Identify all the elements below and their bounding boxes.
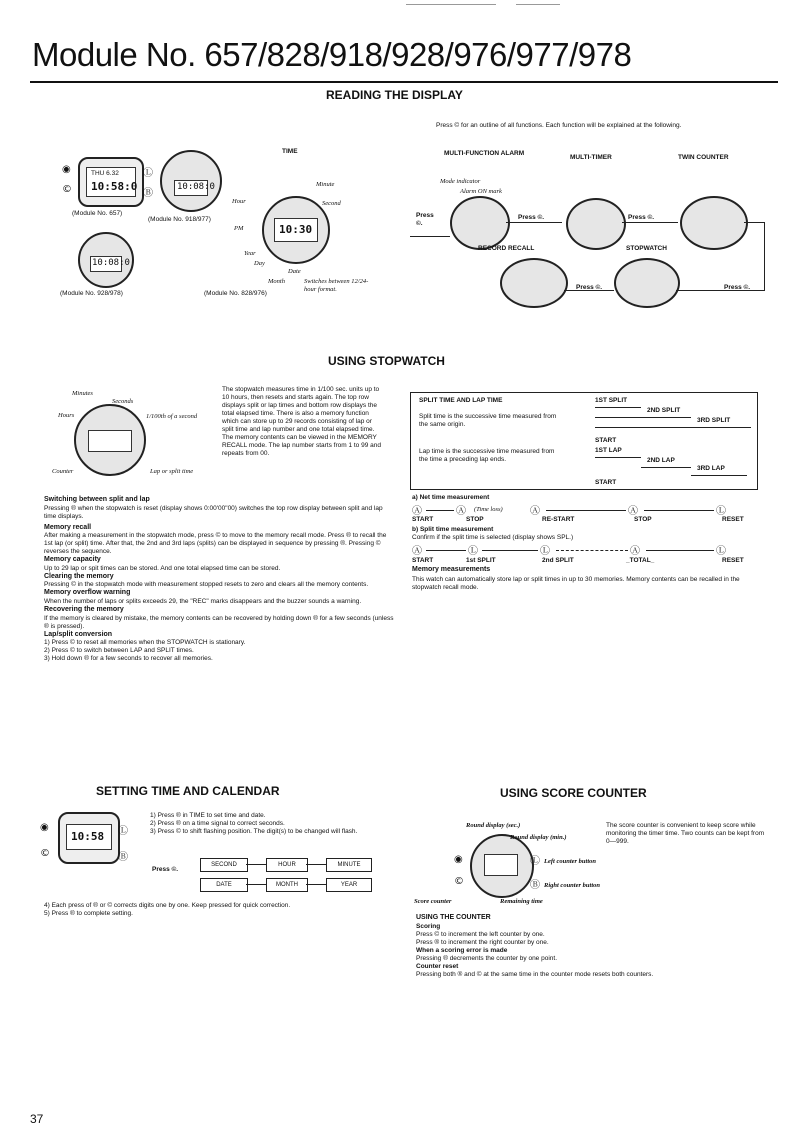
lbl-alarm-on: Alarm ON mark	[460, 188, 502, 195]
lbl-right-counter: Right counter button	[544, 882, 600, 889]
lbl-year: Year	[244, 250, 256, 257]
setting-step-3: 3) Press © to shift flashing position. The digit(s) to be changed will flash.	[150, 828, 358, 835]
lcd-918: 10:08:0	[177, 182, 215, 192]
net-a2-icon: Ⓐ	[456, 506, 466, 517]
watch-recall	[500, 258, 568, 308]
score-a-icon: ◉	[454, 854, 463, 865]
label-module-657: (Module No. 657)	[72, 210, 123, 217]
label-record-recall: RECORD RECALL	[478, 245, 535, 252]
split-a2-icon: Ⓐ	[630, 546, 640, 557]
flow-return	[744, 222, 765, 291]
lbl-round-min: Round display (min.)	[510, 834, 567, 841]
lbl-pm: PM	[234, 225, 244, 232]
h-reset: Counter reset	[416, 962, 459, 970]
lbl-mode-indicator: Mode indicator	[440, 178, 481, 185]
lbl-hours: Hours	[58, 412, 75, 419]
setting-step-5: 5) Press ® to complete setting.	[44, 910, 133, 917]
split-l1-icon: Ⓛ	[468, 546, 478, 557]
lbl-month: Month	[268, 278, 285, 285]
box-year: YEAR	[326, 878, 372, 892]
setting-press-c: Press ©.	[152, 866, 179, 873]
net-restart: RE-START	[542, 516, 575, 523]
btn-657-a-icon: ◉	[62, 164, 71, 175]
p-recall: After making a measurement in the stopwatch mode, press © to move to the memory recall mode. Press ® to recall the 1st lap (or split) time. After that, the 2nd and 3rd laps (splits) can be displayed in sequence by pressing ®. Pressing © reverses the sequence.	[44, 532, 387, 556]
split-a1-icon: Ⓐ	[412, 546, 422, 557]
split-2: 2ND SPLIT	[647, 407, 681, 414]
watch-score-screen	[484, 854, 518, 876]
h-using-counter: USING THE COUNTER	[416, 914, 491, 921]
split-flow-arrow-3	[556, 550, 628, 552]
flow-arrow-3	[622, 222, 678, 223]
box-month: MONTH	[266, 878, 308, 892]
split-1: 1ST SPLIT	[595, 397, 628, 404]
col-twin: TWIN COUNTER	[678, 154, 729, 161]
watch-setting	[58, 812, 120, 864]
split-lap-box	[410, 392, 758, 490]
box-date: DATE	[200, 878, 248, 892]
lap-arrow-3	[691, 475, 747, 476]
watch-828	[262, 196, 330, 264]
p-reset: Pressing both ® and © at the same time in the counter mode resets both counters.	[416, 970, 654, 978]
stopwatch-intro: The stopwatch measures time in 1/100 sec. units up to 10 hours, then resets and starts again. The top row displays split or lap times and bottom row displays the total elapsed time. There is also a memory function which can store up to 29 records consisting of lap or split time and lap number and one total elapsed time. The memory contents can be viewed in the MEMORY RECALL mode. The lap number starts from 1 to 99 and repeats from 00.	[222, 386, 381, 457]
col-multi: MULTI-FUNCTION ALARM	[444, 150, 525, 157]
label-module-928: (Module No. 928/978)	[60, 290, 123, 297]
label-stopwatch-mode: STOPWATCH	[626, 245, 667, 252]
p-error: Pressing ® decrements the counter by one point.	[416, 954, 558, 962]
watch-alarm	[450, 196, 510, 250]
press-c-5: Press ©.	[724, 284, 751, 291]
split-l2-icon: Ⓛ	[540, 546, 550, 557]
watch-multitimer	[566, 198, 626, 250]
p-lapsplit-2: 2) Press © to switch between LAP and SPLIT times.	[44, 647, 194, 655]
watch-twin	[680, 196, 748, 250]
p-scoring-2: Press ® to increment the right counter by one.	[416, 938, 549, 946]
start-2: START	[595, 479, 617, 486]
lcd-setting: 10:58	[71, 830, 105, 843]
watch-657	[78, 157, 144, 207]
lbl-round-sec: Round display (sec.)	[466, 822, 521, 829]
split-arrow-1	[595, 407, 641, 408]
h-capacity: Memory capacity	[44, 556, 101, 564]
box-minute: MINUTE	[326, 858, 372, 872]
split-measure-heading: b) Split time measurement	[412, 526, 494, 533]
lcd-828: 10:30	[279, 223, 313, 236]
h-clearing: Clearing the memory	[44, 572, 114, 580]
section-heading-reading: READING THE DISPLAY	[326, 88, 463, 102]
lbl-seconds: Seconds	[112, 398, 134, 405]
split-total: _TOTAL_	[626, 557, 655, 564]
split-start: START	[412, 557, 434, 564]
watch-657-screen	[86, 167, 136, 197]
lcd-928: 10:08:0	[92, 258, 130, 268]
score-intro: The score counter is convenient to keep score while monitoring the timer time. Two counts can be kept from 0—999.	[606, 822, 765, 845]
split-l3-icon: Ⓛ	[716, 546, 726, 557]
split-3: 3RD SPLIT	[697, 417, 731, 424]
lbl-remaining: Remaining time	[500, 898, 543, 905]
setting-btn-b-icon: Ⓑ	[118, 852, 128, 863]
split-2nd: 2nd SPLIT	[542, 557, 574, 564]
net-arrow-1	[426, 510, 454, 511]
btn-657-l-icon: Ⓛ	[143, 168, 153, 179]
watch-setting-screen	[66, 824, 112, 850]
split-arrow-3	[595, 427, 751, 428]
net-stop: STOP	[466, 516, 484, 523]
section-heading-stopwatch: USING STOPWATCH	[328, 354, 445, 368]
memory-heading: Memory measurements	[412, 566, 491, 573]
watch-stopwatch-diagram	[74, 404, 146, 476]
setting-steps	[150, 812, 370, 836]
watch-918	[160, 150, 222, 212]
lap-arrow-2	[641, 467, 691, 468]
lcd-657: 10:58:0	[91, 180, 138, 193]
section-heading-setting: SETTING TIME AND CALENDAR	[96, 784, 280, 798]
flow-arrow-2	[506, 222, 562, 223]
lbl-left-counter: Left counter button	[544, 858, 597, 865]
start-1: START	[595, 437, 617, 444]
score-instructions	[416, 914, 766, 979]
split-arrow-2	[595, 417, 691, 418]
lbl-score-counter: Score counter	[414, 898, 452, 905]
h-recall: Memory recall	[44, 523, 92, 531]
intro-note: Press © for an outline of all functions. Each function will be explained at the following.	[436, 122, 682, 129]
box-hour: HOUR	[266, 858, 308, 872]
lbl-minutes: Minutes	[72, 390, 93, 397]
press-c-2: Press ©.	[518, 214, 545, 221]
lap-3: 3RD LAP	[697, 465, 725, 472]
score-left-btn-icon: Ⓛ	[530, 856, 540, 867]
score-c-icon: ©	[454, 876, 464, 887]
net-reset: RESET	[722, 516, 744, 523]
watch-828-screen	[274, 218, 318, 242]
split-flow-arrow-1	[426, 550, 466, 551]
top-rule-left	[406, 4, 496, 5]
setting-step-2: 2) Press ® on a time signal to correct seconds.	[150, 820, 285, 827]
top-rule-right	[516, 4, 560, 5]
lbl-counter: Counter	[52, 468, 74, 475]
flow-arrow-1	[410, 236, 450, 237]
set-arrow-3	[246, 884, 266, 885]
btn-657-c-icon: ©	[62, 184, 72, 195]
p-clearing: Pressing © in the stopwatch mode with measurement stopped resets to zero and clears all the memory contents.	[44, 581, 369, 589]
time-lost: (Time loss)	[474, 506, 503, 513]
net-start: START	[412, 516, 434, 523]
net-heading: a) Net time measurement	[412, 494, 490, 501]
h-recovering: Recovering the memory	[44, 605, 124, 613]
set-arrow-2	[306, 864, 326, 865]
press-c-3: Press ©.	[628, 214, 655, 221]
lbl-minute: Minute	[316, 181, 335, 188]
lap-2: 2ND LAP	[647, 457, 675, 464]
box-second: SECOND	[200, 858, 248, 872]
lbl-hour: Hour	[232, 198, 246, 205]
p-switching: Pressing ® when the stopwatch is reset (display shows 0:00'00"00) switches the top row display between split and lap time displays.	[44, 504, 383, 520]
h-switching: Switching between split and lap	[44, 496, 150, 503]
setting-btn-a-icon: ◉	[40, 822, 49, 833]
watch-928	[78, 232, 134, 288]
label-module-828: (Module No. 828/976)	[204, 290, 267, 297]
watch-stopwatch	[614, 258, 680, 308]
net-a3-icon: Ⓐ	[530, 506, 540, 517]
box-lap-desc: Lap time is the successive time measured from the time a preceding lap ends.	[419, 448, 555, 463]
lbl-date: Date	[288, 268, 301, 275]
p-recovering: If the memory is cleared by mistake, the memory contents can be recovered by holding down ® for a few seconds (unless ® is pressed).	[44, 614, 394, 630]
h-error: When a scoring error is made	[416, 946, 508, 954]
stopwatch-diagram-screen	[88, 430, 132, 452]
h-scoring: Scoring	[416, 922, 441, 930]
p-scoring-1: Press © to increment the left counter by one.	[416, 930, 545, 938]
net-stop-2: STOP	[634, 516, 652, 523]
net-l-icon: Ⓛ	[716, 506, 726, 517]
setting-step-1: 1) Press ® in TIME to set time and date.	[150, 812, 266, 819]
page-number: 37	[30, 1112, 44, 1126]
net-a4-icon: Ⓐ	[628, 506, 638, 517]
setting-btn-c-icon: ©	[40, 848, 50, 859]
split-reset: RESET	[722, 557, 744, 564]
col-multitimer: MULTI-TIMER	[570, 154, 612, 161]
stopwatch-instructions	[44, 496, 394, 663]
page-title: Module No. 657/828/918/928/976/977/978	[32, 36, 632, 73]
lap-arrow-1	[595, 457, 641, 458]
box-heading: SPLIT TIME AND LAP TIME	[419, 397, 503, 404]
split-flow-arrow-4	[646, 550, 714, 551]
box-split-desc: Split time is the successive time measured from the same origin.	[419, 413, 557, 428]
watch-score	[470, 834, 534, 898]
setting-steps-2	[44, 902, 424, 918]
p-lapsplit-1: 1) Press © to reset all memories when the STOPWATCH is stationary.	[44, 639, 246, 647]
lcd-657-top: THU 6.32	[91, 170, 119, 177]
net-a1-icon: Ⓐ	[412, 506, 422, 517]
split-1st: 1st SPLIT	[466, 557, 496, 564]
label-module-918: (Module No. 918/977)	[148, 216, 211, 223]
h-overflow: Memory overflow warning	[44, 589, 131, 597]
lbl-second: Second	[322, 200, 341, 207]
score-right-btn-icon: Ⓑ	[530, 880, 540, 891]
watch-928-screen	[90, 256, 130, 272]
press-c-4: Press ©.	[576, 284, 603, 291]
p-capacity: Up to 29 lap or spit times can be stored. And one total elapsed time can be stored.	[44, 564, 281, 572]
lap-1: 1ST LAP	[595, 447, 622, 454]
memory-text: This watch can automatically store lap or split times in up to 30 memories. Memory contents can be recalled in the stopwatch recall mode.	[412, 576, 740, 591]
setting-step-4: 4) Each press of ® or © corrects digits one by one. Keep pressed for quick correction.	[44, 902, 291, 909]
p-overflow: When the number of laps or splits exceeds 29, the "REC" marks disappears and the buzzer sounds a warning.	[44, 597, 362, 605]
setting-btn-l-icon: Ⓛ	[118, 826, 128, 837]
lbl-day: Day	[254, 260, 265, 267]
btn-657-b-icon: Ⓑ	[143, 188, 153, 199]
set-arrow-1	[246, 864, 266, 865]
watch-918-screen	[174, 180, 215, 196]
split-confirm: Confirm if the split time is selected (display shows SPL.)	[412, 534, 574, 541]
net-arrow-2	[546, 510, 626, 511]
col-time: TIME	[282, 148, 298, 155]
net-arrow-3	[644, 510, 714, 511]
h-lapsplit: Lap/split conversion	[44, 630, 113, 638]
set-arrow-4	[306, 884, 326, 885]
lbl-lap: Lap or split time	[150, 468, 194, 475]
title-rule	[30, 81, 778, 83]
press-c-1: Press ©.	[416, 212, 434, 227]
p-lapsplit-3: 3) Hold down ® for a few seconds to recover all memories.	[44, 655, 213, 663]
lbl-100th: 1/100th of a second	[146, 413, 198, 420]
flow-arrow-5	[676, 290, 764, 291]
section-heading-score: USING SCORE COUNTER	[500, 786, 647, 800]
split-flow-arrow-2	[482, 550, 538, 551]
lbl-switch: Switches between 12/24-hour format.	[304, 278, 369, 293]
